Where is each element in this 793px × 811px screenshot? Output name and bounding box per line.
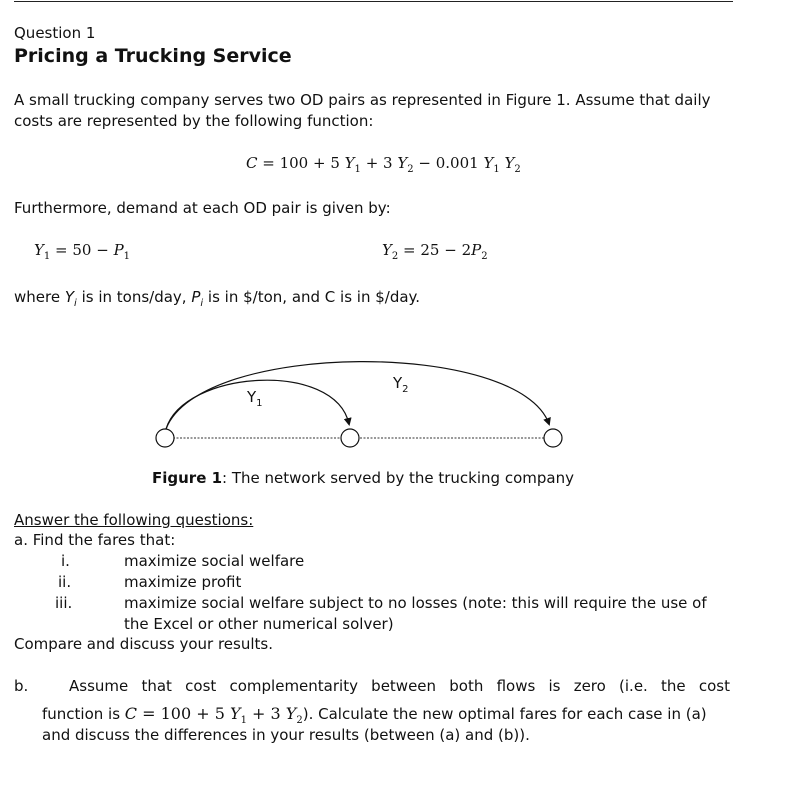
network-figure: [140, 360, 580, 460]
cost-equation: C = 100 + 5 $Y_1 + 3$ $Y_2 - 0.001$ $Y_1$ $Y_2$: [246, 154, 521, 175]
part-a-item-1-number: i.: [61, 552, 70, 570]
node-destination-1: [341, 429, 359, 447]
question-title: Pricing a Trucking Service: [14, 45, 292, 67]
label-y1: $Y_1$: [247, 388, 263, 409]
top-rule: [14, 1, 733, 2]
intro-paragraph: A small trucking company serves two OD pairs as represented in Figure 1. Assume that daily costs are represented by the following function:: [14, 91, 711, 130]
node-origin: [156, 429, 174, 447]
part-b-line-3: and discuss the differences in your results (between (a) and (b)).: [42, 726, 530, 744]
demand-equation-2: $Y_2 = 25 - 2P_2$: [382, 241, 488, 262]
figure-caption: Figure 1: The network served by the trucking company: [152, 469, 574, 487]
part-b-line-2: function is C = 100 + 5 $Y_1 + 3$ $Y_2$). Calculate the new optimal fares for each case in (a): [42, 704, 707, 727]
part-a-prompt: a. Find the fares that:: [14, 531, 176, 549]
flow-arc-y2: [166, 362, 549, 429]
part-b-letter: b.: [14, 677, 29, 695]
demand-intro: Furthermore, demand at each OD pair is given by:: [14, 199, 391, 217]
units-note: where $Y_i$ is in tons/day, $P_i$ is in $/ton, and C is in $/day.: [14, 288, 421, 309]
part-a-item-3-number: iii.: [55, 594, 73, 612]
demand-equation-1: $Y_1 = 50 - P_1$: [34, 241, 131, 262]
node-destination-2: [544, 429, 562, 447]
part-a-item-1: maximize social welfare: [124, 552, 305, 570]
part-a-item-2-number: ii.: [58, 573, 72, 591]
part-a-compare: Compare and discuss your results.: [14, 635, 273, 653]
label-y2: $Y_2$: [393, 374, 409, 395]
part-b-line-1: Assume that cost complementarity between both flows is zero (i.e. the cost: [69, 677, 730, 695]
part-a-item-3: maximize social welfare subject to no losses (note: this will require the use of the Excel or other numerical solver): [124, 594, 707, 633]
answer-heading: Answer the following questions:: [14, 511, 254, 529]
part-a-item-2: maximize profit: [124, 573, 242, 591]
question-label: Question 1: [14, 24, 96, 42]
